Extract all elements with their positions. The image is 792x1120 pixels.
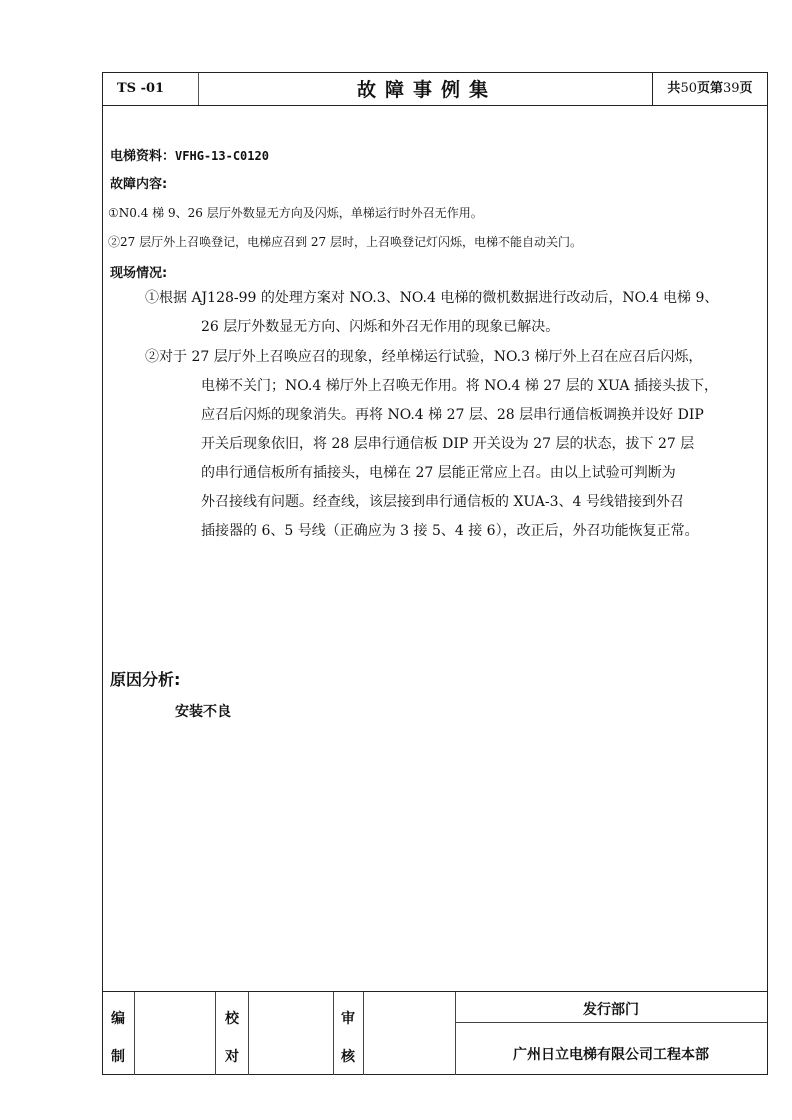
pages-current: 39 (723, 81, 740, 96)
elevator-info-value: VFHG-13-C0120 (175, 149, 269, 163)
page-indicator (652, 73, 767, 105)
site-item-2-line: 外召接线有问题。经查线，该层接到串行通信板的 XUA-3、4 号线错接到外召 (201, 494, 684, 510)
site-item-1-line: 26 层厅外数显无方向、闪烁和外召无作用的现象已解决。 (201, 319, 560, 335)
check-label-bottom: 对 (225, 1049, 239, 1065)
check-label-top: 校 (225, 1011, 239, 1027)
site-situation-label: 现场情况: (110, 266, 168, 281)
edit-label-top: 编 (111, 1011, 125, 1027)
site-item-1-line: ①根据 AJ128-99 的处理方案对 NO.3、NO.4 电梯的微机数据进行改动后，NO.4 电梯 9、 (145, 290, 719, 306)
site-item-2-line: 开关后现象依旧，将 28 层串行通信板 DIP 开关设为 27 层的状态，拔下 27 层 (201, 436, 695, 452)
review-label-top: 审 (341, 1011, 355, 1027)
pages-mid: 页第 (696, 81, 723, 96)
document-title: 故障事例集 (356, 79, 497, 101)
fault-content-label: 故障内容: (110, 177, 168, 192)
site-item-2 (145, 343, 718, 546)
fault-item-2: ②27 层厅外上召唤登记，电梯应召到 27 层时，上召唤登记灯闪烁，电梯不能自动关门。 (108, 235, 582, 249)
elevator-info (110, 145, 269, 164)
divider (363, 992, 364, 1075)
divider (333, 992, 334, 1075)
divider (248, 992, 249, 1075)
cause-analysis-value: 安装不良 (175, 704, 231, 720)
site-item-2-line: 插接器的 6、5 号线（正确应为 3 接 5、4 接 6），改正后，外召功能恢复正常。 (201, 523, 699, 539)
issuing-dept-label: 发行部门 (583, 1002, 639, 1018)
elevator-info-label: 电梯资料： (110, 149, 176, 164)
divider (215, 992, 216, 1075)
pages-total: 50 (680, 81, 697, 96)
divider (455, 1022, 767, 1023)
signature-table (103, 991, 767, 1077)
pages-suffix: 页 (739, 81, 753, 96)
issuing-dept-value: 广州日立电梯有限公司工程本部 (513, 1047, 709, 1063)
header-row (103, 73, 767, 106)
document-frame (102, 72, 768, 1075)
site-item-2-line: 的串行通信板所有插接头，电梯在 27 层能正常应上召。由以上试验可判断为 (201, 465, 676, 481)
document-code: TS -01 (103, 73, 199, 105)
site-item-1 (145, 284, 718, 342)
fault-item-1: ①N0.4 梯 9、26 层厅外数显无方向及闪烁，单梯运行时外召无作用。 (108, 206, 483, 220)
review-label-bottom: 核 (341, 1049, 355, 1065)
site-item-2-line: 应召后闪烁的现象消失。再将 NO.4 梯 27 层、28 层串行通信板调换并设好 DIP (201, 407, 704, 423)
divider (134, 992, 135, 1075)
site-item-2-line: ②对于 27 层厅外上召唤应召的现象，经单梯运行试验，NO.3 梯厅外上召在应召后闪烁， (145, 349, 703, 365)
cause-analysis-label: 原因分析: (110, 670, 181, 689)
edit-label-bottom: 制 (111, 1049, 125, 1065)
site-item-2-line: 电梯不关门；NO.4 梯厅外上召唤无作用。将 NO.4 梯 27 层的 XUA 插接头拔下， (201, 378, 718, 394)
pages-prefix: 共 (667, 81, 681, 96)
